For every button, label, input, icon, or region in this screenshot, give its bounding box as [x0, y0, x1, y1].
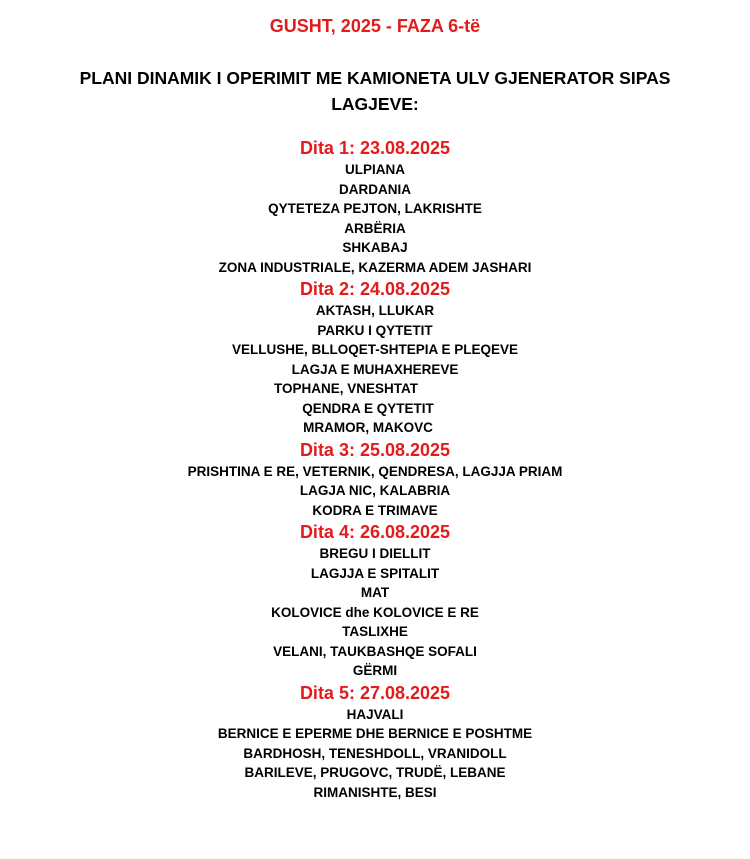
area-item: MAT [360, 585, 390, 600]
area-item: TOPHANE, VNESHTAT [273, 381, 418, 396]
area-item: KODRA E TRIMAVE [312, 502, 438, 518]
area-item: LAGJA E MUHAXHEREVE [291, 361, 459, 377]
day-heading: Dita 5: 27.08.2025 [299, 682, 451, 703]
area-item: LAGJJA E SPITALIT [310, 565, 440, 581]
area-item: QENDRA E QYTETIT [302, 400, 434, 416]
day-section [0, 277, 750, 438]
area-item: BERNICE E EPERME DHE BERNICE E POSHTME [217, 726, 533, 741]
day-heading: Dita 2: 24.08.2025 [299, 279, 451, 299]
day-heading: Dita 1: 23.08.2025 [299, 138, 451, 158]
area-item: PARKU I QYTETIT [317, 322, 433, 338]
area-item: MRAMOR, MAKOVC [303, 420, 433, 435]
area-item: AKTASH, LLUKAR [315, 303, 435, 318]
area-item: HAJVALI [346, 706, 404, 722]
area-item: DARDANIA [339, 181, 411, 197]
area-item: VELANI, TAUKBASHQE SOFALI [273, 643, 477, 659]
day-heading: Dita 3: 25.08.2025 [299, 439, 451, 460]
document-title: PLANI DINAMIK I OPERIMIT ME KAMIONETA ULV GJENERATOR SIPAS LAGJEVE: [79, 68, 671, 114]
day-heading: Dita 4: 26.08.2025 [299, 522, 451, 542]
area-item: QYTETEZA PEJTON, LAKRISHTE [268, 201, 482, 216]
area-item: GËRMI [352, 663, 398, 678]
area-item: TASLIXHE [342, 624, 408, 639]
day-section [0, 438, 750, 521]
area-item: SHKABAJ [342, 240, 408, 255]
area-item: PRISHTINA E RE, VETERNIK, QENDRESA, LAGJJA PRIAM [187, 463, 563, 479]
area-item: VELLUSHE, BLLOQET-SHTEPIA E PLEQEVE [231, 342, 519, 357]
area-item: LAGJA NIC, KALABRIA [299, 483, 451, 498]
day-section [0, 681, 750, 803]
area-item: KOLOVICE dhe KOLOVICE E RE [271, 604, 479, 620]
area-item: RIMANISHTE, BESI [313, 784, 437, 800]
day-section [0, 520, 750, 681]
schedule [0, 136, 750, 802]
area-item: BARILEVE, PRUGOVC, TRUDË, LEBANE [244, 765, 506, 780]
area-item: BARDHOSH, TENESHDOLL, VRANIDOLL [243, 745, 507, 761]
area-item: BREGU I DIELLIT [319, 546, 431, 561]
phase-heading: GUSHT, 2025 - FAZA 6-të [269, 16, 481, 36]
area-item: ARBËRIA [344, 220, 406, 236]
area-item: ULPIANA [345, 162, 405, 177]
day-section [0, 136, 750, 277]
area-item: ZONA INDUSTRIALE, KAZERMA ADEM JASHARI [218, 259, 532, 275]
